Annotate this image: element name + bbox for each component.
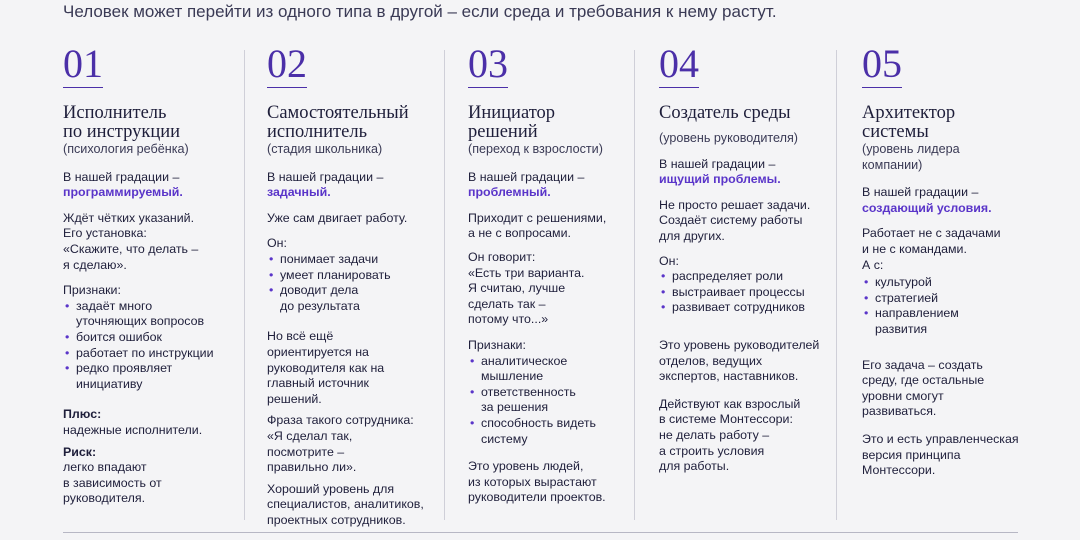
column-04 <box>659 41 831 475</box>
note: Но всё ещё ориентируется на руководителя как на главный источник решений. <box>267 329 385 406</box>
grade-line: В нашей градации – задачный. <box>267 169 384 200</box>
column-01 <box>63 41 238 507</box>
grade-line: В нашей градации – проблемный. <box>468 169 585 200</box>
grade-value: ищущий проблемы. <box>659 172 781 187</box>
level-title: Создатель среды <box>659 103 791 123</box>
grade-line: В нашей градации – ищущий проблемы. <box>659 156 781 187</box>
list-item: • распределяет роли <box>659 269 831 285</box>
column-divider <box>836 50 837 520</box>
level-title: Инициатор решений <box>468 103 556 142</box>
description: Уже сам двигает работу. <box>267 210 408 225</box>
column-divider <box>244 50 245 520</box>
grade-value: проблемный. <box>468 185 551 200</box>
abilities-list <box>659 269 831 316</box>
column-02 <box>267 41 437 528</box>
grade-value: программируемый. <box>63 185 183 200</box>
grade-line: В нашей градации – программируемый. <box>63 169 183 200</box>
summary: Действуют как взрослый в системе Монтессори: не делать работу – а строить условия для работы. <box>659 396 801 474</box>
level-title: Самостоятельный исполнитель <box>267 103 409 142</box>
column-divider <box>444 50 445 520</box>
intro-text: Человек может перейти из одного типа в другой – если среда и требования к нему растут. <box>63 2 777 21</box>
level-subtitle: (стадия школьника) <box>267 142 383 156</box>
list-item: • направлением развития <box>862 306 1022 337</box>
column-divider <box>634 50 635 520</box>
quote: Он говорит: «Есть три варианта. Я считаю, лучше сделать так – потому что...» <box>468 249 585 327</box>
list-item: • работает по инструкции <box>63 346 238 362</box>
risk-label: Риск: <box>63 444 97 459</box>
description: Ждёт чётких указаний. Его установка: «Скажите, что делать – я сделаю». <box>63 210 199 272</box>
list-item: • доводит дела до результата <box>267 283 437 314</box>
plus-label: Плюс: <box>63 407 102 422</box>
with-list <box>862 275 1022 337</box>
column-03 <box>468 41 628 506</box>
plus-text: надежные исполнители. <box>63 422 203 437</box>
summary: Это и есть управленческая версия принципа Монтессори. <box>862 431 1019 478</box>
level-number: 03 <box>468 41 508 86</box>
risk-text: легко впадают в зависимость от руководителя. <box>63 460 162 506</box>
note: Его задача – создать среду, где остальные уровни смогут развиваться. <box>862 357 985 419</box>
note: Это уровень руководителей отделов, ведущих экспертов, наставников. <box>659 337 820 384</box>
list-item: • задаёт много уточняющих вопросов <box>63 299 238 330</box>
bottom-divider <box>63 532 1018 533</box>
list-item: • понимает задачи <box>267 252 437 268</box>
level-title: Исполнитель по инструкции <box>63 103 181 142</box>
level-number: 01 <box>63 41 103 86</box>
level-number: 02 <box>267 41 307 86</box>
grade-value: задачный. <box>267 185 331 200</box>
grade-line: В нашей градации – создающий условия. <box>862 185 992 215</box>
grade-value: создающий условия. <box>862 200 992 215</box>
level-subtitle: (уровень лидера компании) <box>862 142 960 172</box>
description: Не просто решает задачи. Создаёт систему работы для других. <box>659 197 811 243</box>
list-item: • аналитическое мышление <box>468 354 628 385</box>
level-title: Архитектор системы <box>862 103 956 142</box>
list-item: • выстраивает процессы <box>659 285 831 301</box>
level-subtitle: (переход к взрослости) <box>468 142 603 156</box>
list-item: • стратегией <box>862 291 1022 307</box>
level-number: 05 <box>862 41 902 86</box>
list-item: • боится ошибок <box>63 330 238 346</box>
summary: Это уровень людей, из которых вырастают руководители проектов. <box>468 459 606 505</box>
level-number: 04 <box>659 41 699 86</box>
list-item: • умеет планировать <box>267 268 437 284</box>
list-item: • способность видеть систему <box>468 416 628 447</box>
he-label: Он: <box>267 236 287 251</box>
list-item: • культурой <box>862 275 1022 291</box>
list-item: • редко проявляет инициативу <box>63 361 238 392</box>
signs-label: Признаки: <box>468 337 526 352</box>
column-05 <box>862 41 1022 479</box>
quote: Фраза такого сотрудника: «Я сделал так, посмотрите – правильно ли». <box>267 413 414 475</box>
abilities-list <box>267 252 437 314</box>
description: Приходит с решениями, а не с вопросами. <box>468 210 607 241</box>
list-item: • развивает сотрудников <box>659 300 831 316</box>
list-item: • ответственность за решения <box>468 385 628 416</box>
level-subtitle: (психология ребёнка) <box>63 142 189 156</box>
he-label: Он: <box>659 253 679 268</box>
level-subtitle: (уровень руководителя) <box>659 131 798 145</box>
signs-label: Признаки: <box>63 283 121 298</box>
description: Работает не с задачами и не с командами. А с: <box>862 226 1001 272</box>
summary: Хороший уровень для специалистов, аналитиков, проектных сотрудников. <box>267 481 424 527</box>
signs-list <box>63 299 238 393</box>
signs-list <box>468 354 628 448</box>
